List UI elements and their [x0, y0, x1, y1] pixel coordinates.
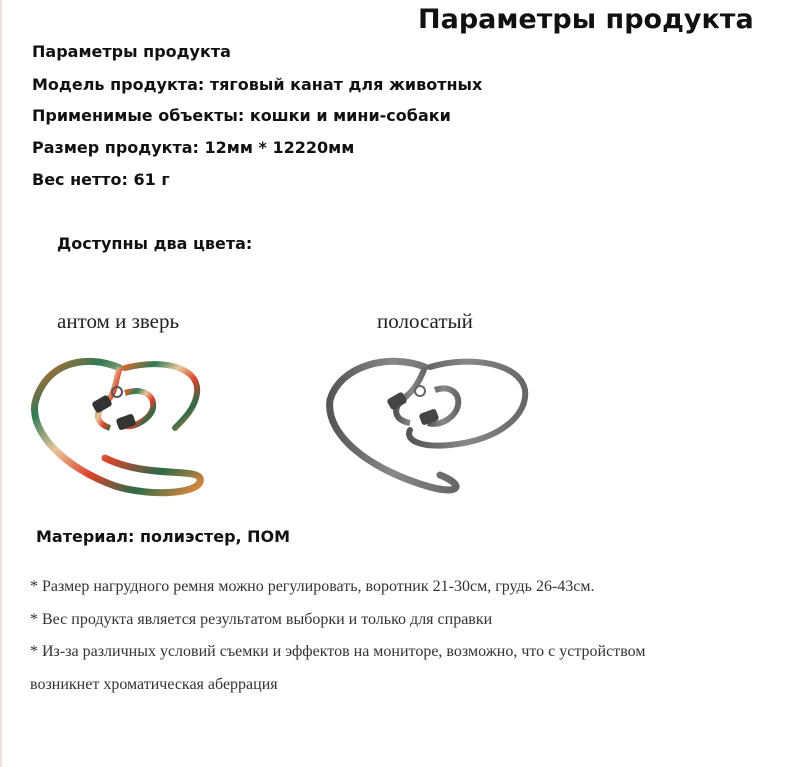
- note-size-adjust: * Размер нагрудного ремня можно регулировать, воротник 21-30см, грудь 26-43см.: [30, 578, 595, 595]
- material-info: Материал: полиэстер, ПОМ: [36, 527, 291, 546]
- spec-targets: Применимые объекты: кошки и мини-собаки: [32, 106, 451, 125]
- spec-model: Модель продукта: тяговый канат для животных: [32, 75, 483, 94]
- variant-label-striped: полосатый: [377, 309, 473, 333]
- colors-heading: Доступны два цвета:: [57, 234, 253, 253]
- variant-label-colorful: антом и зверь: [57, 309, 180, 333]
- gray-harness-leash-image: [320, 345, 535, 500]
- page-title: Параметры продукта: [418, 4, 754, 35]
- colorful-harness-leash-image: [25, 348, 215, 498]
- note-weight-sample: * Вес продукта является результатом выборки и только для справки: [30, 611, 493, 628]
- note-color-diff: * Из-за различных условий съемки и эффектов на мониторе, возможно, что с устройством: [30, 643, 646, 660]
- specs-heading: Параметры продукта: [32, 42, 231, 61]
- spec-size: Размер продукта: 12мм * 12220мм: [32, 138, 355, 157]
- spec-weight: Вес нетто: 61 г: [32, 170, 170, 189]
- note-color-diff-cont: возникнет хроматическая аберрация: [30, 676, 278, 693]
- page-edge: [0, 0, 2, 767]
